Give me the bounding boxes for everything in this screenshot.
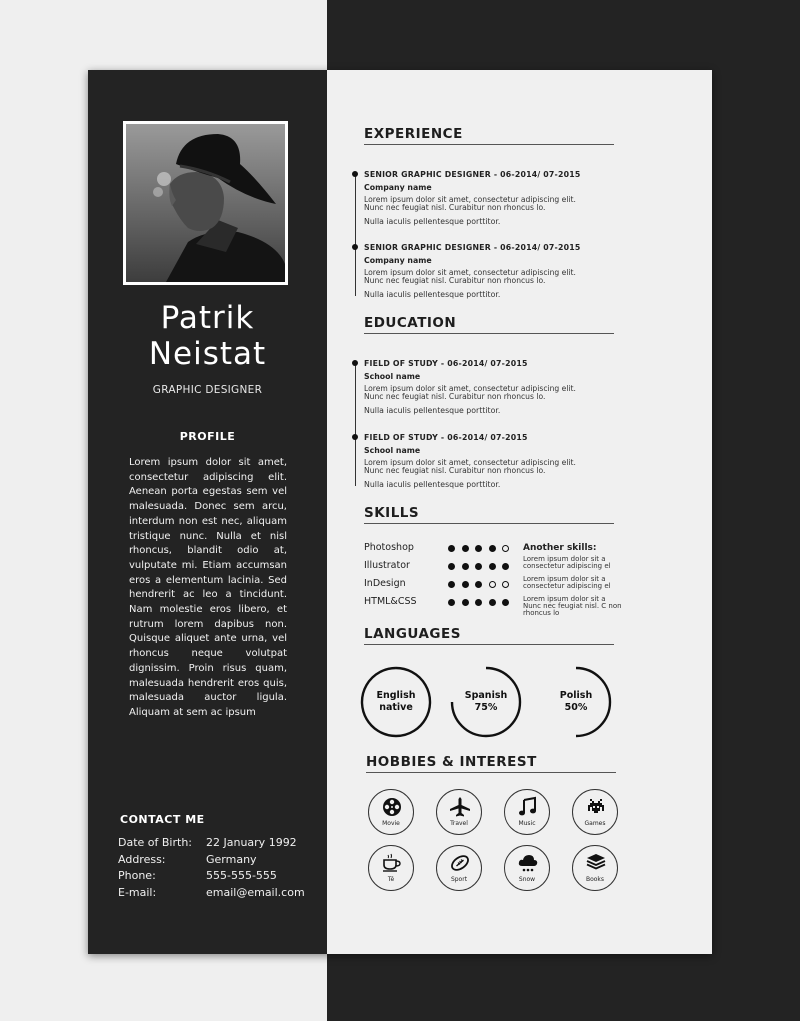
other-skill-item: Lorem ipsum dolor sit a consectetur adipiscing el bbox=[523, 575, 611, 590]
hobby-label: Té bbox=[387, 876, 395, 883]
experience-heading: EXPERIENCE bbox=[364, 126, 614, 145]
entry-organization: School name bbox=[364, 372, 421, 381]
hobby-travel bbox=[436, 789, 482, 835]
language-gauge bbox=[540, 666, 612, 738]
skill-dot-filled bbox=[475, 581, 482, 588]
contact-value: 22 January 1992 bbox=[206, 836, 297, 849]
hobby-movie bbox=[368, 789, 414, 835]
other-skill-item: Lorem ipsum dolor sit a consectetur adipiscing el bbox=[523, 555, 611, 570]
contact-label: Phone: bbox=[118, 869, 156, 882]
language-level: 75% bbox=[474, 702, 498, 713]
entry-heading: SENIOR GRAPHIC DESIGNER - 06-2014/ 07-2015 bbox=[364, 170, 581, 179]
skill-dot-filled bbox=[502, 599, 509, 606]
timeline-dot bbox=[352, 434, 358, 440]
other-skills-heading: Another skills: bbox=[523, 543, 597, 553]
skill-name: InDesign bbox=[364, 578, 406, 589]
skill-level-dots bbox=[448, 545, 516, 552]
skill-level-dots bbox=[448, 581, 516, 588]
space-invader-icon bbox=[585, 796, 607, 818]
skill-dot-filled bbox=[462, 563, 469, 570]
hobby-books bbox=[572, 845, 618, 891]
entry-heading: FIELD OF STUDY - 06-2014/ 07-2015 bbox=[364, 359, 528, 368]
language-name: Spanish bbox=[464, 690, 508, 701]
skill-dot-empty bbox=[489, 581, 496, 588]
skills-heading: SKILLS bbox=[364, 505, 614, 524]
hobby-games bbox=[572, 789, 618, 835]
hobby-label: Books bbox=[585, 876, 605, 883]
skill-dot-empty bbox=[502, 545, 509, 552]
skill-row bbox=[364, 560, 524, 578]
skill-dot-filled bbox=[502, 563, 509, 570]
language-name: English bbox=[376, 690, 416, 701]
language-name: Polish bbox=[559, 690, 593, 701]
education-entry bbox=[364, 358, 594, 416]
language-text bbox=[450, 690, 522, 714]
contact-label: E-mail: bbox=[118, 885, 157, 899]
snow-cloud-icon bbox=[517, 852, 539, 874]
entry-note: Nulla iaculis pellentesque porttitor. bbox=[364, 406, 501, 415]
skill-dot-filled bbox=[462, 545, 469, 552]
entry-heading: FIELD OF STUDY - 06-2014/ 07-2015 bbox=[364, 433, 528, 442]
book-stack-icon bbox=[585, 852, 607, 874]
contact-row-email bbox=[118, 885, 318, 902]
other-skill-item: Lorem ipsum dolor sit a Nunc nec feugiat nisl. C non rhoncus lo bbox=[523, 595, 622, 617]
entry-note: Nulla iaculis pellentesque porttitor. bbox=[364, 480, 501, 489]
languages-heading: LANGUAGES bbox=[364, 626, 614, 645]
profile-heading: PROFILE bbox=[179, 430, 236, 443]
music-note-icon bbox=[517, 796, 539, 818]
skill-dot-filled bbox=[475, 563, 482, 570]
contact-heading: CONTACT ME bbox=[120, 813, 205, 826]
contact-label: Address: bbox=[118, 852, 166, 866]
skill-dot-filled bbox=[448, 563, 455, 570]
skill-dot-filled bbox=[462, 599, 469, 606]
hobby-label: Snow bbox=[518, 876, 536, 883]
entry-heading: SENIOR GRAPHIC DESIGNER - 06-2014/ 07-2015 bbox=[364, 243, 581, 252]
skills-list bbox=[364, 542, 524, 614]
language-gauge bbox=[450, 666, 522, 738]
last-name: Neistat bbox=[148, 336, 267, 372]
skill-row bbox=[364, 596, 524, 614]
skill-level-dots bbox=[448, 563, 516, 570]
education-heading: EDUCATION bbox=[364, 315, 614, 334]
hobby-label: Movie bbox=[382, 820, 400, 827]
contact-details bbox=[118, 835, 318, 901]
football-icon bbox=[449, 852, 471, 874]
skill-dot-filled bbox=[462, 581, 469, 588]
person-name bbox=[88, 300, 327, 372]
skill-dot-filled bbox=[489, 599, 496, 606]
experience-entry bbox=[364, 242, 594, 300]
timeline-dot bbox=[352, 360, 358, 366]
entry-description: Lorem ipsum dolor sit amet, consectetur adipiscing elit. Nunc nec feugiat nisl. Curabitur non rhoncus lo. bbox=[364, 458, 576, 475]
skill-dot-filled bbox=[489, 563, 496, 570]
language-level: native bbox=[379, 702, 413, 713]
contact-row-address bbox=[118, 852, 318, 869]
skill-dot-filled bbox=[475, 599, 482, 606]
tea-cup-icon bbox=[381, 852, 403, 874]
skill-row bbox=[364, 578, 524, 596]
skill-name: Illustrator bbox=[364, 560, 410, 571]
job-title: GRAPHIC DESIGNER bbox=[152, 384, 263, 396]
language-level: 50% bbox=[564, 702, 588, 713]
hobby-tea bbox=[368, 845, 414, 891]
languages-list bbox=[364, 666, 624, 746]
education-timeline bbox=[355, 362, 356, 486]
education-entry bbox=[364, 432, 594, 490]
skill-dot-empty bbox=[502, 581, 509, 588]
hobby-snow bbox=[504, 845, 550, 891]
contact-value: email@email.com bbox=[206, 885, 305, 899]
entry-description: Lorem ipsum dolor sit amet, consectetur adipiscing elit. Nunc nec feugiat nisl. Curabitur non rhoncus lo. bbox=[364, 268, 576, 285]
resume-page bbox=[88, 70, 712, 954]
film-reel-icon bbox=[381, 796, 403, 818]
skill-dot-filled bbox=[489, 545, 496, 552]
language-gauge bbox=[360, 666, 432, 738]
airplane-icon bbox=[449, 796, 471, 818]
entry-organization: Company name bbox=[364, 256, 432, 265]
experience-timeline bbox=[355, 174, 356, 296]
skill-dot-filled bbox=[448, 545, 455, 552]
resume-sidebar bbox=[88, 70, 327, 954]
profile-summary: Lorem ipsum dolor sit amet, consectetur adipiscing elit. Aenean porta egestas sem vel malesuada. Donec sem arcu, interdum non est nec, aliquam tristique nunc. Nulla et nisl rhoncus, blandit odio at, vulputate mi. Etiam accumsan eros a elementum lacinia. Sed hendrerit ac leo a tincidunt. Nam molestie eros libero, et rutrum lorem dapibus non. Quisque aliquet ante urna, vel rhoncus neque volutpat dignissim. Proin risus quam, malesuada hendrerit eros quis, malesuada auctor ligula. Aliquam at sem ac ipsum bbox=[129, 457, 287, 718]
entry-organization: Company name bbox=[364, 183, 432, 192]
entry-note: Nulla iaculis pellentesque porttitor. bbox=[364, 217, 501, 226]
hobbies-grid bbox=[364, 787, 624, 897]
hobby-label: Sport bbox=[450, 876, 468, 883]
entry-description: Lorem ipsum dolor sit amet, consectetur adipiscing elit. Nunc nec feugiat nisl. Curabitur non rhoncus lo. bbox=[364, 195, 576, 212]
contact-row-phone bbox=[118, 868, 318, 885]
hobby-sport bbox=[436, 845, 482, 891]
skill-dot-filled bbox=[448, 581, 455, 588]
skill-name: HTML&CSS bbox=[364, 596, 417, 607]
timeline-dot bbox=[352, 171, 358, 177]
hobby-music bbox=[504, 789, 550, 835]
hobby-label: Music bbox=[518, 820, 536, 827]
skill-name: Photoshop bbox=[364, 542, 414, 553]
first-name: Patrik bbox=[160, 300, 255, 336]
skill-level-dots bbox=[448, 599, 516, 606]
contact-value: Germany bbox=[206, 852, 257, 866]
skill-dot-filled bbox=[448, 599, 455, 606]
language-text bbox=[540, 690, 612, 714]
skill-row bbox=[364, 542, 524, 560]
entry-organization: School name bbox=[364, 446, 421, 455]
language-text bbox=[360, 690, 432, 714]
hobby-label: Travel bbox=[450, 820, 468, 827]
experience-entry bbox=[364, 169, 594, 227]
entry-description: Lorem ipsum dolor sit amet, consectetur adipiscing elit. Nunc nec feugiat nisl. Curabitur non rhoncus lo. bbox=[364, 384, 576, 401]
contact-row-birth bbox=[118, 835, 318, 852]
hobbies-heading: HOBBIES & INTEREST bbox=[366, 754, 616, 773]
profile-photo bbox=[123, 121, 288, 285]
hobby-label: Games bbox=[584, 820, 606, 827]
other-skills bbox=[523, 542, 623, 623]
timeline-dot bbox=[352, 244, 358, 250]
contact-label: Date of Birth: bbox=[118, 836, 193, 849]
contact-value: 555-555-555 bbox=[206, 869, 277, 882]
entry-note: Nulla iaculis pellentesque porttitor. bbox=[364, 290, 501, 299]
skill-dot-filled bbox=[475, 545, 482, 552]
resume-main bbox=[327, 70, 712, 954]
